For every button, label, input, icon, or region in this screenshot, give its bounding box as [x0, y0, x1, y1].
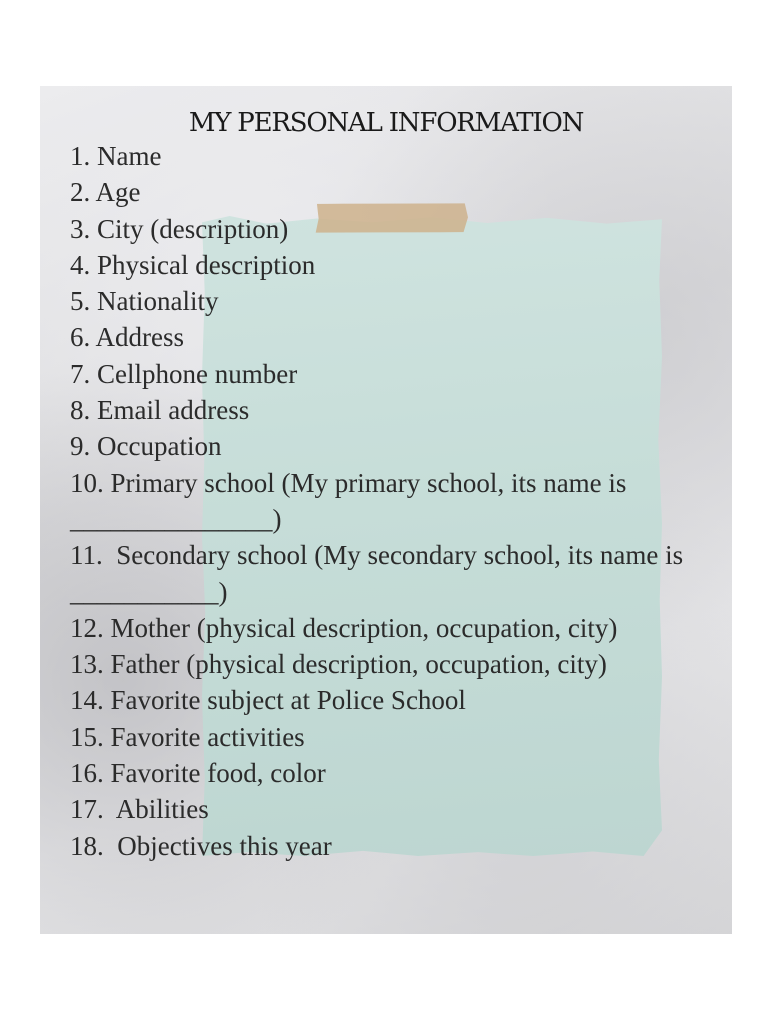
information-list	[70, 138, 730, 864]
list-item: 14. Favorite subject at Police School	[70, 685, 466, 716]
list-item: 12. Mother (physical description, occupation, city)	[70, 612, 618, 643]
list-item: 11. Secondary school (My secondary school, its name is ___________)	[70, 540, 690, 607]
list-item: 3. City (description)	[70, 213, 289, 244]
list-item: 18. Objectives this year	[70, 830, 332, 861]
list-item: 5. Nationality	[70, 286, 219, 317]
list-item: 16. Favorite food, color	[70, 758, 326, 789]
list-item: 9. Occupation	[70, 431, 222, 462]
page-title: MY PERSONAL INFORMATION	[188, 108, 584, 138]
list-item: 10. Primary school (My primary school, its name is _______________)	[70, 467, 634, 534]
list-item: 8. Email address	[70, 395, 250, 426]
list-item: 17. Abilities	[70, 794, 209, 825]
list-item: 6. Address	[70, 322, 184, 353]
list-item: 7. Cellphone number	[70, 358, 298, 389]
list-item: 1. Name	[70, 141, 162, 171]
document-content	[40, 86, 732, 934]
list-item: 13. Father (physical description, occupation, city)	[70, 649, 607, 680]
list-item: 2. Age	[70, 177, 141, 208]
list-item: 15. Favorite activities	[70, 721, 305, 752]
list-item: 4. Physical description	[70, 249, 316, 280]
document-page	[40, 86, 732, 934]
